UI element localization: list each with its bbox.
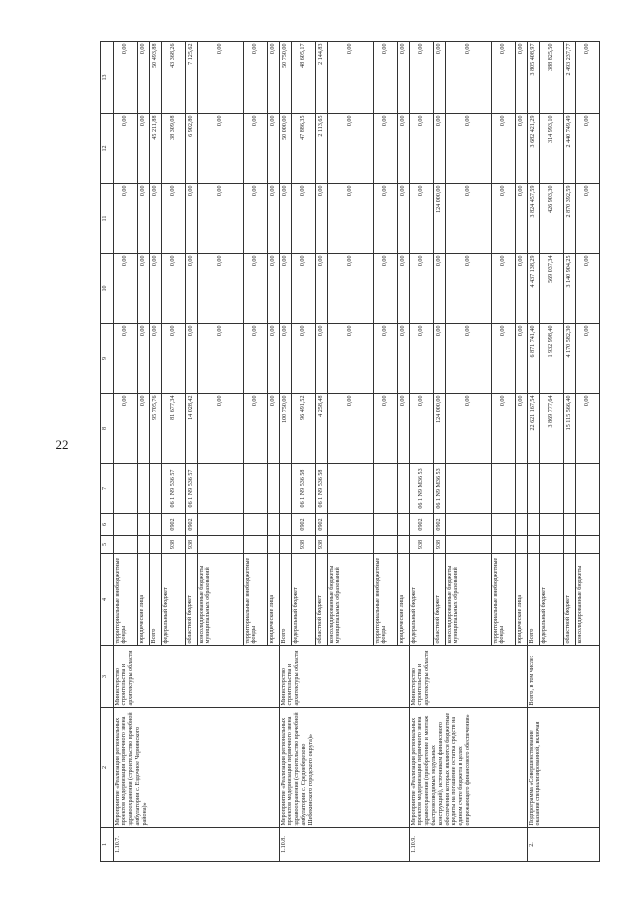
amount-col-9: 0,00 xyxy=(268,324,280,394)
amount-col-10: 3 140 904,25 xyxy=(564,254,576,324)
amount-col-8: 81 677,34 xyxy=(162,394,186,464)
table-row xyxy=(280,42,292,862)
funding-source: Всего xyxy=(150,554,162,646)
table-row xyxy=(410,42,434,862)
measure-name: Мероприятие «Реализация региональных проектов модернизации первичного звена здравоохранения (строительство врачебной амбулатории с. Среднеберезово Шебекинского городского округа)» xyxy=(280,708,410,828)
amount-col-11: 0,00 xyxy=(186,184,198,254)
amount-col-9: 0,00 xyxy=(292,324,316,394)
amount-col-12: 0,00 xyxy=(398,114,410,184)
funding-source: юридические лица xyxy=(398,554,410,646)
amount-col-13: 0,00 xyxy=(328,42,374,114)
funding-source: Всего xyxy=(280,554,292,646)
amount-col-10: 0,00 xyxy=(434,254,446,324)
target-article-code xyxy=(138,464,150,514)
amount-col-9: 0,00 xyxy=(138,324,150,394)
target-article-code xyxy=(198,464,244,514)
target-article-code xyxy=(540,464,564,514)
row-id: 1.10.9. xyxy=(410,828,528,862)
amount-col-12: 0,00 xyxy=(434,114,446,184)
grbs-code xyxy=(446,536,492,554)
budget-table-sheet xyxy=(100,42,591,862)
amount-col-12: 314 993,10 xyxy=(540,114,564,184)
amount-col-13: 50 750,00 xyxy=(280,42,292,114)
section-code xyxy=(516,514,528,536)
section-code: 0902 xyxy=(292,514,316,536)
amount-col-10: 0,00 xyxy=(268,254,280,324)
amount-col-13: 0,00 xyxy=(434,42,446,114)
amount-col-13: 0,00 xyxy=(244,42,268,114)
amount-col-12: 45 211,88 xyxy=(150,114,162,184)
amount-col-10: 0,00 xyxy=(292,254,316,324)
amount-col-10: 569 037,34 xyxy=(540,254,564,324)
amount-col-8: 124 000,00 xyxy=(434,394,446,464)
amount-col-13: 3 805 408,97 xyxy=(528,42,540,114)
funding-source: областной бюджет xyxy=(564,554,576,646)
amount-col-12: 2 113,65 xyxy=(316,114,328,184)
column-number-5: 5 xyxy=(101,536,114,554)
table-row xyxy=(114,42,138,862)
section-code: 0902 xyxy=(162,514,186,536)
funding-source: федеральный бюджет xyxy=(540,554,564,646)
amount-col-13: 0,00 xyxy=(446,42,492,114)
amount-col-8: 3 869 777,64 xyxy=(540,394,564,464)
amount-col-8: 0,00 xyxy=(492,394,516,464)
funding-source: федеральный бюджет xyxy=(292,554,316,646)
row-id: 1.10.7. xyxy=(114,828,280,862)
amount-col-12: 0,00 xyxy=(446,114,492,184)
amount-col-13: 0,00 xyxy=(138,42,150,114)
amount-col-13: 43 368,26 xyxy=(162,42,186,114)
amount-col-10: 0,00 xyxy=(114,254,138,324)
section-code xyxy=(280,514,292,536)
target-article-code: 06 1 N9 М36 53 xyxy=(410,464,434,514)
amount-col-11: 3 824 457,59 xyxy=(528,184,540,254)
amount-col-10: 0,00 xyxy=(244,254,268,324)
amount-col-11: 0,00 xyxy=(316,184,328,254)
grbs-code xyxy=(398,536,410,554)
grbs-code xyxy=(516,536,528,554)
amount-col-8: 0,00 xyxy=(138,394,150,464)
measure-name: Мероприятие «Реализация региональных проектов модернизации первичного звена здравоохранения (приобретение и монтаж быстровозводимых модульных конструкций), источником финансового обеспечения которых являются бюджетные кредиты на погашение остатка средств на едином счете бюджета в целях опережающего финансового обеспечения» xyxy=(410,708,528,828)
amount-col-11: 0,00 xyxy=(162,184,186,254)
grbs-code xyxy=(328,536,374,554)
amount-col-11: 0,00 xyxy=(244,184,268,254)
target-article-code: 06 1 N9 536 58 xyxy=(292,464,316,514)
funding-source: консолидированные бюджеты муниципальных образований xyxy=(328,554,374,646)
responsible-executor: Всего, в том числе: xyxy=(528,646,600,708)
section-code xyxy=(150,514,162,536)
amount-col-13: 0,00 xyxy=(410,42,434,114)
target-article-code: 06 1 N9 536 57 xyxy=(186,464,198,514)
amount-col-11: 0,00 xyxy=(446,184,492,254)
amount-col-11: 0,00 xyxy=(374,184,398,254)
amount-col-13: 48 605,17 xyxy=(292,42,316,114)
section-code: 0902 xyxy=(186,514,198,536)
amount-col-11: 0,00 xyxy=(492,184,516,254)
amount-col-8: 96 491,52 xyxy=(292,394,316,464)
amount-col-10: 0,00 xyxy=(328,254,374,324)
target-article-code xyxy=(446,464,492,514)
amount-col-12: 0,00 xyxy=(328,114,374,184)
funding-source: юридические лица xyxy=(516,554,528,646)
target-article-code xyxy=(398,464,410,514)
grbs-code xyxy=(492,536,516,554)
budget-table xyxy=(100,41,600,862)
amount-col-10: 0,00 xyxy=(198,254,244,324)
target-article-code xyxy=(244,464,268,514)
amount-col-11: 124 000,00 xyxy=(434,184,446,254)
section-code xyxy=(138,514,150,536)
section-code: 0902 xyxy=(410,514,434,536)
amount-col-12: 0,00 xyxy=(114,114,138,184)
column-number-11: 11 xyxy=(101,184,114,254)
section-code xyxy=(564,514,576,536)
grbs-code: 938 xyxy=(410,536,434,554)
amount-col-8: 95 705,76 xyxy=(150,394,162,464)
target-article-code xyxy=(328,464,374,514)
section-code xyxy=(492,514,516,536)
column-number-3: 3 xyxy=(101,646,114,708)
amount-col-9: 0,00 xyxy=(398,324,410,394)
section-code xyxy=(528,514,540,536)
amount-col-13: 50 493,88 xyxy=(150,42,162,114)
column-number-row xyxy=(101,42,114,862)
column-number-1: 1 xyxy=(101,828,114,862)
amount-col-12: 0,00 xyxy=(576,114,600,184)
funding-source: областной бюджет xyxy=(316,554,328,646)
amount-col-8: 14 028,42 xyxy=(186,394,198,464)
amount-col-8: 0,00 xyxy=(268,394,280,464)
amount-col-8: 0,00 xyxy=(114,394,138,464)
section-code xyxy=(114,514,138,536)
amount-col-13: 2 144,83 xyxy=(316,42,328,114)
section-code xyxy=(398,514,410,536)
funding-source: консолидированные бюджеты муниципальных образований xyxy=(446,554,492,646)
amount-col-11: 0,00 xyxy=(114,184,138,254)
funding-source: территориальные внебюджетные фонды xyxy=(114,554,138,646)
amount-col-12: 47 886,35 xyxy=(292,114,316,184)
target-article-code xyxy=(150,464,162,514)
amount-col-10: 4 437 138,29 xyxy=(528,254,540,324)
amount-col-8: 0,00 xyxy=(410,394,434,464)
amount-col-8: 0,00 xyxy=(198,394,244,464)
target-article-code xyxy=(280,464,292,514)
row-id: 1.10.8. xyxy=(280,828,410,862)
responsible-executor: Министерство строительства и архитектуры области xyxy=(114,646,280,708)
amount-col-11: 0,00 xyxy=(268,184,280,254)
amount-col-8: 0,00 xyxy=(446,394,492,464)
amount-col-12: 0,00 xyxy=(268,114,280,184)
amount-col-9: 0,00 xyxy=(446,324,492,394)
amount-col-8: 0,00 xyxy=(398,394,410,464)
amount-col-9: 0,00 xyxy=(280,324,292,394)
amount-col-9: 0,00 xyxy=(374,324,398,394)
grbs-code: 938 xyxy=(162,536,186,554)
grbs-code: 938 xyxy=(316,536,328,554)
amount-col-9: 0,00 xyxy=(316,324,328,394)
funding-source: консолидированные бюджеты xyxy=(576,554,600,646)
amount-col-11: 0,00 xyxy=(576,184,600,254)
amount-col-10: 0,00 xyxy=(162,254,186,324)
amount-col-10: 0,00 xyxy=(316,254,328,324)
grbs-code xyxy=(576,536,600,554)
amount-col-13: 388 825,50 xyxy=(540,42,564,114)
section-code: 0902 xyxy=(434,514,446,536)
section-code xyxy=(198,514,244,536)
amount-col-9: 0,00 xyxy=(186,324,198,394)
amount-col-10: 0,00 xyxy=(516,254,528,324)
amount-col-9: 0,00 xyxy=(434,324,446,394)
column-number-9: 9 xyxy=(101,324,114,394)
amount-col-12: 38 309,08 xyxy=(162,114,186,184)
amount-col-13: 0,00 xyxy=(114,42,138,114)
grbs-code: 938 xyxy=(186,536,198,554)
target-article-code: 06 1 N9 536 57 xyxy=(162,464,186,514)
amount-col-12: 0,00 xyxy=(244,114,268,184)
amount-col-11: 426 903,30 xyxy=(540,184,564,254)
amount-col-13: 0,00 xyxy=(516,42,528,114)
amount-col-8: 15 115 566,40 xyxy=(564,394,576,464)
funding-source: территориальные внебюджетные фонды xyxy=(244,554,268,646)
section-code xyxy=(446,514,492,536)
amount-col-9: 0,00 xyxy=(328,324,374,394)
amount-col-9: 0,00 xyxy=(162,324,186,394)
amount-col-10: 0,00 xyxy=(446,254,492,324)
amount-col-11: 0,00 xyxy=(280,184,292,254)
amount-col-9: 6 871 741,40 xyxy=(528,324,540,394)
amount-col-10: 0,00 xyxy=(150,254,162,324)
column-number-10: 10 xyxy=(101,254,114,324)
amount-col-13: 7 125,62 xyxy=(186,42,198,114)
amount-col-8: 0,00 xyxy=(374,394,398,464)
amount-col-8: 0,00 xyxy=(516,394,528,464)
table-row xyxy=(528,42,540,862)
amount-col-8: 22 621 167,54 xyxy=(528,394,540,464)
column-number-6: 6 xyxy=(101,514,114,536)
grbs-code xyxy=(528,536,540,554)
section-code xyxy=(244,514,268,536)
section-code xyxy=(576,514,600,536)
amount-col-8: 0,00 xyxy=(576,394,600,464)
grbs-code xyxy=(268,536,280,554)
grbs-code xyxy=(198,536,244,554)
amount-col-8: 0,00 xyxy=(328,394,374,464)
amount-col-12: 0,00 xyxy=(516,114,528,184)
grbs-code xyxy=(374,536,398,554)
amount-col-11: 0,00 xyxy=(292,184,316,254)
amount-col-13: 0,00 xyxy=(374,42,398,114)
amount-col-10: 0,00 xyxy=(374,254,398,324)
amount-col-8: 100 750,00 xyxy=(280,394,292,464)
rotated-table-container xyxy=(100,42,591,862)
row-id: 2. xyxy=(528,828,600,862)
target-article-code: 06 1 N9 М36 53 xyxy=(434,464,446,514)
amount-col-10: 0,00 xyxy=(186,254,198,324)
grbs-code xyxy=(564,536,576,554)
amount-col-10: 0,00 xyxy=(410,254,434,324)
funding-source: федеральный бюджет xyxy=(162,554,186,646)
grbs-code xyxy=(114,536,138,554)
measure-name: Подпрограмма «Совершенствование оказания специализированной, включая xyxy=(528,708,600,828)
target-article-code xyxy=(492,464,516,514)
amount-col-12: 0,00 xyxy=(198,114,244,184)
amount-col-9: 0,00 xyxy=(150,324,162,394)
responsible-executor: Министерство строительства и архитектуры области xyxy=(410,646,528,708)
target-article-code xyxy=(114,464,138,514)
target-article-code xyxy=(564,464,576,514)
amount-col-13: 0,00 xyxy=(576,42,600,114)
section-code: 0902 xyxy=(316,514,328,536)
responsible-executor: Министерство строительства и архитектуры области xyxy=(280,646,410,708)
target-article-code xyxy=(374,464,398,514)
amount-col-10: 0,00 xyxy=(138,254,150,324)
amount-col-11: 0,00 xyxy=(198,184,244,254)
amount-col-12: 0,00 xyxy=(374,114,398,184)
grbs-code: 938 xyxy=(434,536,446,554)
target-article-code xyxy=(528,464,540,514)
target-article-code xyxy=(516,464,528,514)
amount-col-13: 0,00 xyxy=(268,42,280,114)
grbs-code xyxy=(280,536,292,554)
funding-source: областной бюджет xyxy=(434,554,446,646)
funding-source: юридические лица xyxy=(268,554,280,646)
grbs-code xyxy=(540,536,564,554)
grbs-code: 938 xyxy=(292,536,316,554)
amount-col-11: 0,00 xyxy=(516,184,528,254)
amount-col-10: 0,00 xyxy=(398,254,410,324)
amount-col-12: 0,00 xyxy=(410,114,434,184)
grbs-code xyxy=(150,536,162,554)
amount-col-11: 2 870 392,59 xyxy=(564,184,576,254)
amount-col-13: 0,00 xyxy=(492,42,516,114)
funding-source: областной бюджет xyxy=(186,554,198,646)
column-number-7: 7 xyxy=(101,464,114,514)
funding-source: территориальные внебюджетные фонды xyxy=(492,554,516,646)
amount-col-11: 0,00 xyxy=(138,184,150,254)
table-body xyxy=(114,42,600,862)
amount-col-12: 6 902,80 xyxy=(186,114,198,184)
grbs-code xyxy=(138,536,150,554)
amount-col-11: 0,00 xyxy=(328,184,374,254)
target-article-code xyxy=(268,464,280,514)
funding-source: федеральный бюджет xyxy=(410,554,434,646)
amount-col-12: 3 682 421,29 xyxy=(528,114,540,184)
column-number-4: 4 xyxy=(101,554,114,646)
amount-col-9: 1 932 998,40 xyxy=(540,324,564,394)
amount-col-8: 0,00 xyxy=(244,394,268,464)
amount-col-9: 0,00 xyxy=(114,324,138,394)
funding-source: консолидированные бюджеты муниципальных образований xyxy=(198,554,244,646)
amount-col-9: 0,00 xyxy=(244,324,268,394)
amount-col-11: 0,00 xyxy=(150,184,162,254)
section-code xyxy=(374,514,398,536)
measure-name: Мероприятие «Реализация региональных проектов модернизации первичного звена здравоохранения (строительство врачебной амбулатории с. Ездочное Чернянского района)» xyxy=(114,708,280,828)
amount-col-12: 2 440 749,49 xyxy=(564,114,576,184)
amount-col-9: 4 170 582,30 xyxy=(564,324,576,394)
amount-col-12: 50 000,00 xyxy=(280,114,292,184)
column-number-13: 13 xyxy=(101,42,114,114)
amount-col-9: 0,00 xyxy=(492,324,516,394)
page-number: 22 xyxy=(55,437,69,452)
section-code xyxy=(328,514,374,536)
column-number-12: 12 xyxy=(101,114,114,184)
amount-col-9: 0,00 xyxy=(410,324,434,394)
funding-source: Всего xyxy=(528,554,540,646)
section-code xyxy=(268,514,280,536)
amount-col-9: 0,00 xyxy=(516,324,528,394)
amount-col-11: 0,00 xyxy=(410,184,434,254)
column-number-8: 8 xyxy=(101,394,114,464)
amount-col-10: 0,00 xyxy=(576,254,600,324)
amount-col-11: 0,00 xyxy=(398,184,410,254)
funding-source: юридические лица xyxy=(138,554,150,646)
amount-col-10: 0,00 xyxy=(280,254,292,324)
amount-col-10: 0,00 xyxy=(492,254,516,324)
amount-col-12: 0,00 xyxy=(492,114,516,184)
grbs-code xyxy=(244,536,268,554)
section-code xyxy=(540,514,564,536)
amount-col-13: 0,00 xyxy=(398,42,410,114)
amount-col-13: 2 493 237,77 xyxy=(564,42,576,114)
target-article-code xyxy=(576,464,600,514)
amount-col-13: 0,00 xyxy=(198,42,244,114)
amount-col-9: 0,00 xyxy=(576,324,600,394)
amount-col-9: 0,00 xyxy=(198,324,244,394)
funding-source: территориальные внебюджетные фонды xyxy=(374,554,398,646)
amount-col-12: 0,00 xyxy=(138,114,150,184)
target-article-code: 06 1 N9 536 58 xyxy=(316,464,328,514)
amount-col-8: 4 258,48 xyxy=(316,394,328,464)
column-number-2: 2 xyxy=(101,708,114,828)
